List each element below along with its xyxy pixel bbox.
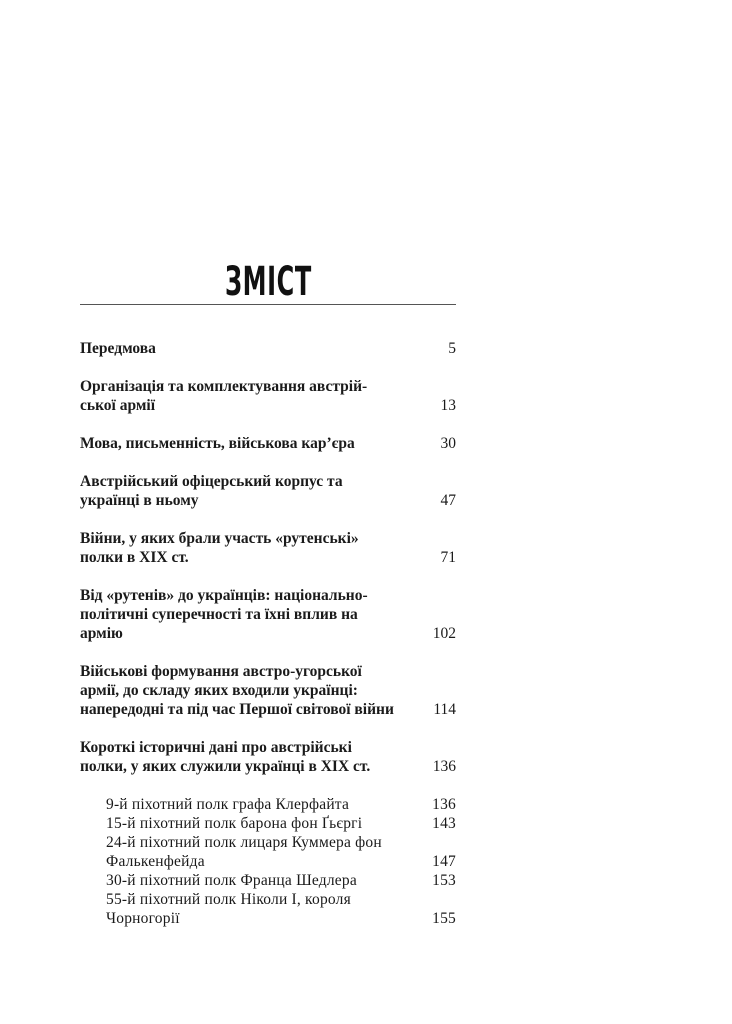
toc-subentry-title: [106, 814, 426, 833]
toc-entry-title-line: Від «рутенів» до українців: національно-: [80, 587, 368, 604]
toc-entry-title-line: Короткі історичні дані про австрійські: [80, 739, 352, 756]
toc-subentry-30th-regiment: [80, 871, 456, 890]
toc-subentry-title: [106, 871, 426, 890]
toc-entry-title: [80, 586, 427, 643]
toc-subentry-9th-regiment: [80, 795, 456, 814]
toc-entry-title-line: полки в XIX ст.: [80, 549, 189, 566]
toc-entry-title: [80, 529, 435, 567]
toc-list: [80, 339, 456, 928]
toc-entry-title-line: армію: [80, 625, 123, 642]
page-number: 147: [432, 853, 456, 870]
toc-entry-title-line: Військові формування австро-угорської: [80, 663, 362, 680]
toc-entry-title-line: Австрійський офіцерський корпус та: [80, 473, 343, 490]
toc-subentry-title: [106, 890, 426, 928]
page-number: 153: [432, 872, 456, 889]
page-number: 143: [432, 815, 456, 832]
toc-entry-title-line: Війни, у яких брали участь «рутенські»: [80, 530, 359, 547]
toc-subentry-title-line: 30-й піхотний полк Франца Шедлера: [106, 872, 357, 889]
page-title: [80, 261, 456, 303]
toc-subentry-title-line: Чорногорії: [106, 910, 180, 927]
toc-entry-title-line: Мова, письменність, військова кар’єра: [80, 435, 355, 452]
table-of-contents-page: [80, 261, 456, 928]
page-number: 47: [440, 492, 456, 509]
page-number: 30: [440, 435, 456, 452]
page-number: 136: [432, 758, 456, 775]
toc-subentry-15th-regiment: [80, 814, 456, 833]
toc-subentry-title: [106, 795, 426, 814]
toc-entry-language-literacy-career: [80, 434, 456, 453]
toc-entry-title-line: напередодні та під час Першої світової війни: [80, 701, 394, 718]
toc-subentry-title-line: 9-й піхотний полк графа Клерфайта: [106, 796, 350, 813]
toc-subentry-title-line: 15-й піхотний полк барона фон Ґьєргі: [106, 815, 363, 832]
toc-entry-title: [80, 339, 442, 358]
toc-entry-title: [80, 434, 435, 453]
toc-entry-wars-ruthenian-regiments: [80, 529, 456, 567]
page-number: 71: [440, 549, 456, 566]
page-number: 5: [448, 340, 456, 357]
toc-entry-title: [80, 472, 435, 510]
toc-entry-title: [80, 662, 427, 719]
toc-entry-title-line: армії, до складу яких входили українці:: [80, 682, 358, 699]
toc-entry-title-line: Передмова: [80, 340, 156, 357]
page-title-text: ЗМІСТ: [224, 259, 312, 305]
toc-entry-preface: [80, 339, 456, 358]
toc-subentry-title-line: 55-й піхотний полк Ніколи I, короля: [106, 891, 351, 908]
toc-entry-title-line: Організація та комплектування австрій-: [80, 378, 368, 395]
toc-entry-title-line: полки, у яких служили українці в XIX ст.: [80, 758, 371, 775]
page-number: 13: [440, 397, 456, 414]
toc-entry-title-line: політичні суперечності та їхні вплив на: [80, 606, 358, 623]
toc-subentry-list: [80, 795, 456, 928]
toc-subentry-title: [106, 833, 426, 871]
toc-entry-title: [80, 738, 427, 776]
toc-entry-army-organization: [80, 377, 456, 415]
page-number: 155: [432, 910, 456, 927]
page-number: 102: [432, 625, 456, 642]
toc-entry-ruthenians-to-ukrainians: [80, 586, 456, 643]
toc-entry-regiment-history: [80, 738, 456, 776]
page-number: 114: [433, 701, 456, 718]
toc-entry-title: [80, 377, 435, 415]
toc-entry-title-line: ської армії: [80, 397, 156, 414]
toc-subentry-title-line: Фалькенфейда: [106, 853, 205, 870]
toc-entry-title-line: українці в ньому: [80, 492, 199, 509]
toc-entry-officer-corps: [80, 472, 456, 510]
page-number: 136: [432, 796, 456, 813]
toc-subentry-title-line: 24-й піхотний полк лицаря Куммера фон: [106, 834, 382, 851]
toc-subentry-55th-regiment: [80, 890, 456, 928]
toc-subentry-24th-regiment: [80, 833, 456, 871]
toc-entry-military-formations: [80, 662, 456, 719]
